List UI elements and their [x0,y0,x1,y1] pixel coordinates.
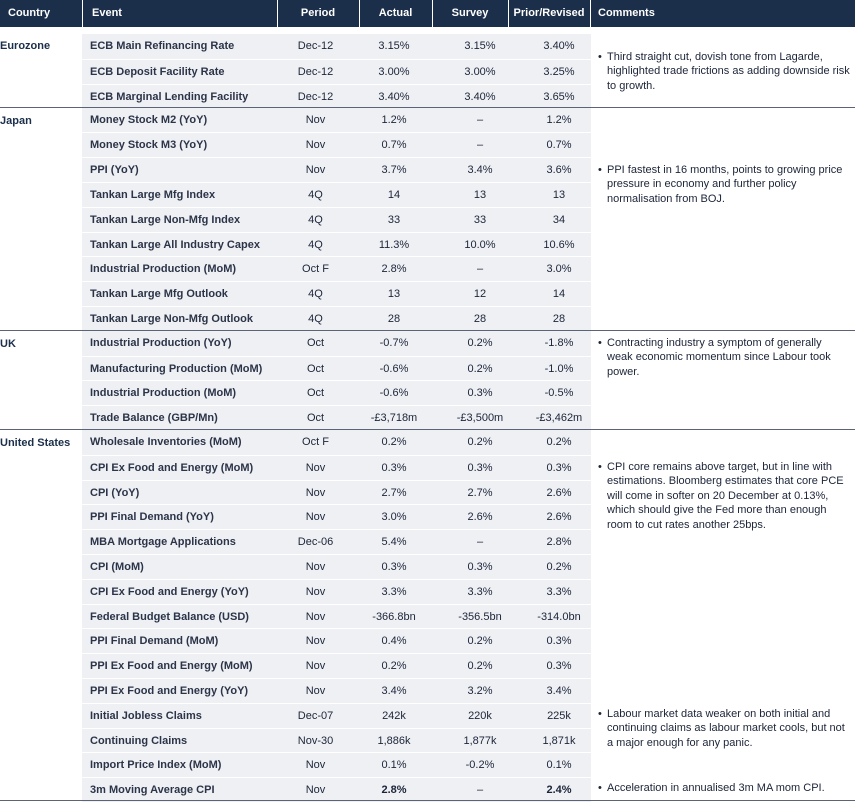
actual-value: 2.7% [381,486,407,499]
period-value: Oct [306,336,325,349]
comment-text: Acceleration in annualised 3m MA mom CPI. [607,782,825,794]
table-row [82,480,591,505]
survey-value: – [476,263,484,276]
table-row [82,84,591,109]
event-name: Industrial Production (MoM) [90,263,237,276]
table-row [82,554,591,579]
event-name: Initial Jobless Claims [90,709,202,722]
event-name: 3m Moving Average CPI [90,784,215,797]
prior-revised-value: 3.0% [546,263,572,276]
prior-revised-value: -314.0bn [537,610,581,623]
event-name: ECB Main Refinancing Rate [90,40,235,52]
event-name: Industrial Production (YoY) [90,336,232,349]
header-comments: Comments [598,7,655,19]
actual-value: 0.2% [381,436,407,448]
prior-revised-value: -1.8% [544,336,574,349]
event-name: MBA Mortgage Applications [90,536,236,549]
survey-value: 0.2% [467,336,493,349]
prior-revised-value: 3.25% [543,65,575,78]
period-value: Nov [305,784,326,797]
period-value: Dec-12 [297,65,334,78]
table-row [82,182,591,207]
table-row [82,430,591,455]
survey-value: – [476,536,484,549]
table-bottom-rule [0,800,855,801]
period-value: Dec-12 [297,90,334,103]
prior-revised-value: 2.8% [546,536,572,549]
prior-revised-value: 225k [547,709,571,722]
actual-value: 242k [382,709,406,722]
prior-revised-value: 0.7% [546,139,572,152]
period-value: Nov [305,660,326,673]
comment [598,163,850,206]
actual-value: 14 [387,188,401,201]
event-name: ECB Deposit Facility Rate [90,65,225,78]
comment-text: Labour market data weaker on both initial and continuing claims as labour market cools, but not a major enough for any panic. [607,708,845,749]
table-row [82,306,591,331]
survey-value: 0.3% [467,387,493,400]
survey-value: 2.6% [467,511,493,524]
actual-value: 1,886k [377,734,411,747]
country-label: Eurozone [0,40,51,52]
table-row [82,752,591,777]
prior-revised-value: 13 [552,188,566,201]
table-row [82,157,591,182]
comment-text: PPI fastest in 16 months, points to growing price pressure in economy and further policy normalisation from BOJ. [607,163,843,205]
prior-revised-value: 3.4% [546,685,572,697]
actual-value: 0.3% [381,561,407,573]
survey-value: -356.5bn [458,610,502,623]
prior-revised-value: 0.3% [546,461,572,474]
survey-value: 0.2% [467,436,493,448]
survey-value: 13 [473,188,487,201]
header-divider [590,0,591,27]
event-name: CPI (MoM) [90,561,144,573]
table-row [82,777,591,802]
comment-text: Third straight cut, dovish tone from Lagarde, highlighted trade frictions as adding downside risk to growth. [607,51,850,92]
table-row [82,331,591,356]
period-value: 4Q [308,288,323,301]
table-row [82,604,591,629]
table-row [82,132,591,157]
bullet-icon: • [598,51,602,63]
period-value: Oct F [302,436,329,448]
comment [598,460,850,532]
period-value: Oct [306,387,325,400]
period-value: Nov [305,461,326,474]
comment-text: Contracting industry a symptom of generally weak economic momentum since Labour took power. [607,336,831,378]
country-label: UK [0,337,16,350]
period-value: Dec-07 [297,709,334,722]
comment [598,781,850,795]
prior-revised-value: 34 [552,213,566,226]
actual-value: 33 [387,213,401,226]
event-name: Tankan Large All Industry Capex [90,238,260,251]
country-label: United States [0,437,71,449]
prior-revised-value: -1.0% [544,362,574,375]
prior-revised-value: 3.6% [546,164,572,177]
prior-revised-value: 3.3% [546,585,572,598]
actual-value: 1.2% [381,113,407,126]
event-name: PPI Final Demand (YoY) [90,511,214,524]
bullet-icon: • [598,163,602,176]
prior-revised-value: 2.4% [546,784,572,797]
survey-value: 33 [473,213,487,226]
actual-value: -366.8bn [372,610,416,623]
event-name: CPI (YoY) [90,486,140,499]
actual-value: 0.3% [381,461,407,474]
table-row [82,728,591,753]
prior-revised-value: 14 [552,288,566,301]
event-name: Tankan Large Mfg Index [90,188,216,201]
period-value: Oct F [302,263,329,276]
header-period: Period [300,7,336,19]
header-country: Country [8,7,51,19]
survey-value: 10.0% [464,238,496,251]
actual-value: 3.4% [381,685,407,697]
survey-value: 3.00% [464,65,496,78]
survey-value: 2.7% [467,486,493,499]
actual-value: 3.7% [381,164,407,177]
survey-value: 0.2% [467,362,493,375]
period-value: Nov [305,511,326,524]
event-name: Tankan Large Non-Mfg Outlook [90,312,253,325]
survey-value: 3.40% [464,90,496,103]
table-row [82,34,591,59]
actual-value: 5.4% [381,536,407,549]
prior-revised-value: -0.5% [544,387,574,400]
period-value: Nov [305,685,326,697]
event-name: Trade Balance (GBP/Mn) [90,412,218,425]
actual-value: 3.40% [378,90,410,103]
survey-value: 3.15% [464,40,496,52]
event-name: Continuing Claims [90,734,188,747]
period-value: 4Q [308,238,323,251]
survey-value: 12 [473,288,487,301]
survey-value: -£3,500m [456,412,504,425]
period-value: Nov [305,610,326,623]
header-event: Event [92,7,122,19]
survey-value: 0.3% [467,461,493,474]
table-row [82,529,591,554]
comment [598,707,850,750]
table-row [82,59,591,84]
table-row [82,653,591,678]
actual-value: 11.3% [378,238,410,251]
header-prior-revised: Prior/Revised [513,7,585,19]
actual-value: -£3,718m [370,412,418,425]
table-header [0,0,855,27]
event-name: Tankan Large Mfg Outlook [90,288,228,301]
table-row [82,579,591,604]
prior-revised-value: 1,871k [542,734,576,747]
period-value: Nov-30 [297,734,334,747]
prior-revised-value: 28 [552,312,566,325]
actual-value: 0.7% [381,139,407,152]
header-divider [82,0,83,27]
event-name: CPI Ex Food and Energy (YoY) [90,585,249,598]
survey-value: 3.2% [467,685,493,697]
table-row [82,455,591,480]
period-value: 4Q [308,213,323,226]
survey-value: 28 [473,312,487,325]
comment [598,50,850,93]
country-label: Japan [0,114,32,127]
prior-revised-value: 2.6% [546,486,572,499]
period-value: Nov [305,113,326,126]
header-survey: Survey [451,7,489,19]
period-value: 4Q [308,188,323,201]
event-name: CPI Ex Food and Energy (MoM) [90,461,254,474]
survey-value: – [476,784,484,797]
prior-revised-value: 10.6% [543,238,575,251]
prior-revised-value: 0.1% [546,759,572,772]
table-row [82,405,591,430]
survey-value: – [476,113,484,126]
actual-value: 13 [387,288,401,301]
survey-value: – [476,139,484,152]
comment-text: CPI core remains above target, but in line with estimations. Bloomberg estimates that core PCE will come in softer on 20 December at 0.13%, which should give the Fed more than enough room to cut rates another 25bps. [607,461,844,531]
period-value: Nov [305,759,326,772]
period-value: Dec-06 [297,536,334,549]
table-row [82,232,591,257]
period-value: Nov [305,635,326,648]
actual-value: 0.4% [381,635,407,648]
table-row [82,628,591,653]
event-name: PPI Final Demand (MoM) [90,635,219,648]
actual-value: 3.0% [381,511,407,524]
survey-value: 0.2% [467,635,493,648]
event-name: Import Price Index (MoM) [90,759,222,772]
survey-value: 3.4% [467,164,493,177]
actual-value: 2.8% [381,784,407,797]
survey-value: 0.2% [467,660,493,673]
table-row [82,380,591,405]
survey-value: -0.2% [465,759,495,772]
actual-value: 2.8% [381,263,407,276]
period-value: Nov [305,585,326,598]
prior-revised-value: 0.2% [546,561,572,573]
event-name: PPI (YoY) [90,164,139,177]
bullet-icon: • [598,782,602,794]
event-name: ECB Marginal Lending Facility [90,90,249,103]
bullet-icon: • [598,336,602,349]
actual-value: 0.2% [381,660,407,673]
prior-revised-value: 0.2% [546,436,572,448]
table-row [82,108,591,133]
prior-revised-value: 0.3% [546,635,572,648]
survey-value: 220k [468,709,492,722]
survey-value: 3.3% [467,585,493,598]
bullet-icon: • [598,708,602,720]
actual-value: 0.1% [381,759,407,772]
survey-value: 1,877k [463,734,497,747]
table-row [82,504,591,529]
event-name: Money Stock M2 (YoY) [90,113,208,126]
prior-revised-value: 3.40% [543,40,575,52]
event-name: Federal Budget Balance (USD) [90,610,249,623]
event-name: Industrial Production (MoM) [90,387,237,400]
actual-value: 3.3% [381,585,407,598]
period-value: Nov [305,164,326,177]
bullet-icon: • [598,461,602,473]
actual-value: 3.00% [378,65,410,78]
event-name: PPI Ex Food and Energy (MoM) [90,660,253,673]
table-row [82,281,591,306]
prior-revised-value: 3.65% [543,90,575,103]
table-row [82,207,591,232]
actual-value: -0.6% [379,387,409,400]
period-value: Nov [305,486,326,499]
actual-value: -0.7% [379,336,409,349]
period-value: Nov [305,139,326,152]
actual-value: 3.15% [378,40,410,52]
actual-value: 28 [387,312,401,325]
period-value: Oct [306,412,325,425]
event-name: Manufacturing Production (MoM) [90,362,263,375]
header-actual: Actual [378,7,413,19]
event-name: Wholesale Inventories (MoM) [90,436,242,448]
event-name: PPI Ex Food and Energy (YoY) [90,685,249,697]
event-name: Tankan Large Non-Mfg Index [90,213,241,226]
prior-revised-value: 2.6% [546,511,572,524]
period-value: Nov [305,561,326,573]
period-value: Dec-12 [297,40,334,52]
prior-revised-value: -£3,462m [535,412,583,425]
event-name: Money Stock M3 (YoY) [90,139,208,152]
actual-value: -0.6% [379,362,409,375]
table-row [82,256,591,281]
survey-value: 0.3% [467,561,493,573]
prior-revised-value: 1.2% [546,113,572,126]
table-row [82,703,591,728]
table-row [82,356,591,381]
table-row [82,678,591,703]
period-value: 4Q [308,312,323,325]
comment [598,336,850,379]
prior-revised-value: 0.3% [546,660,572,673]
period-value: Oct [306,362,325,375]
